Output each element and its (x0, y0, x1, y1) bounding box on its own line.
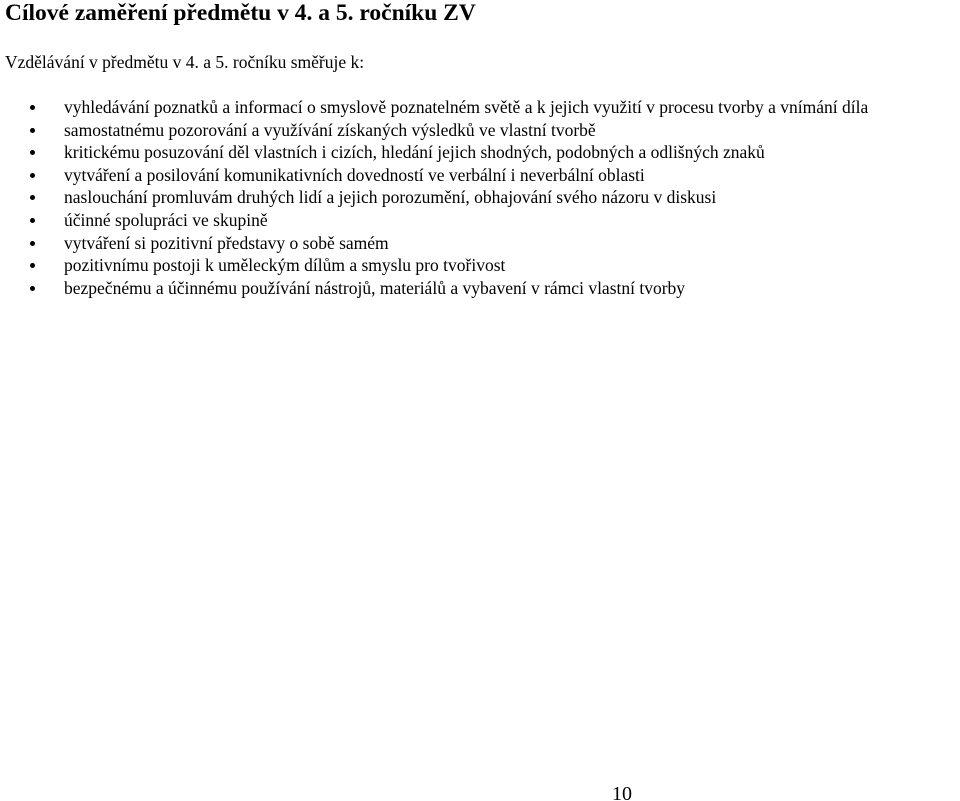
list-item-text: vyhledávání poznatků a informací o smyslově poznatelném světě a k jejich využití v procesu tvorby a vnímání díla (64, 97, 869, 117)
list-item (0, 209, 960, 232)
list-item (0, 232, 960, 255)
bullet-icon (30, 150, 35, 155)
list-item-text: vytváření a posilování komunikativních dovedností ve verbální i neverbální oblasti (64, 164, 645, 185)
list-item-text: pozitivnímu postoji k uměleckým dílům a smyslu pro tvořivost (64, 255, 506, 276)
list-item (0, 277, 960, 300)
page-number: 10 (612, 783, 632, 801)
list-item (0, 96, 960, 119)
bullet-icon (30, 263, 35, 268)
list-item (0, 141, 960, 164)
list-item (0, 119, 960, 142)
bullet-icon (30, 105, 35, 110)
bullet-icon (30, 241, 35, 246)
list-item-text: naslouchání promluvám druhých lidí a jejich porozumění, obhajování svého názoru v diskusi (64, 187, 717, 208)
bullet-icon (30, 286, 35, 291)
list-item (0, 164, 960, 187)
list-item (0, 186, 960, 209)
list-item-text: kritickému posuzování děl vlastních i cizích, hledání jejich shodných, podobných a odlišných znaků (64, 142, 765, 163)
intro-text: Vzdělávání v předmětu v 4. a 5. ročníku směřuje k: (5, 52, 365, 72)
bullet-icon (30, 173, 35, 178)
list-item-text: vytváření si pozitivní představy o sobě samém (64, 232, 389, 253)
list-item-text: bezpečnému a účinnému používání nástrojů, materiálů a vybavení v rámci vlastní tvorby (64, 277, 686, 298)
bullet-icon (30, 128, 35, 133)
list-item-text: účinné spolupráci ve skupině (64, 209, 268, 230)
list-item (0, 254, 960, 277)
section-heading: Cílové zaměření předmětu v 4. a 5. ročníku ZV (5, 0, 476, 26)
bullet-icon (30, 195, 35, 200)
list-item-text: samostatnému pozorování a využívání získaných výsledků ve vlastní tvorbě (64, 119, 596, 140)
bullet-icon (30, 218, 35, 223)
objectives-list (0, 96, 960, 299)
